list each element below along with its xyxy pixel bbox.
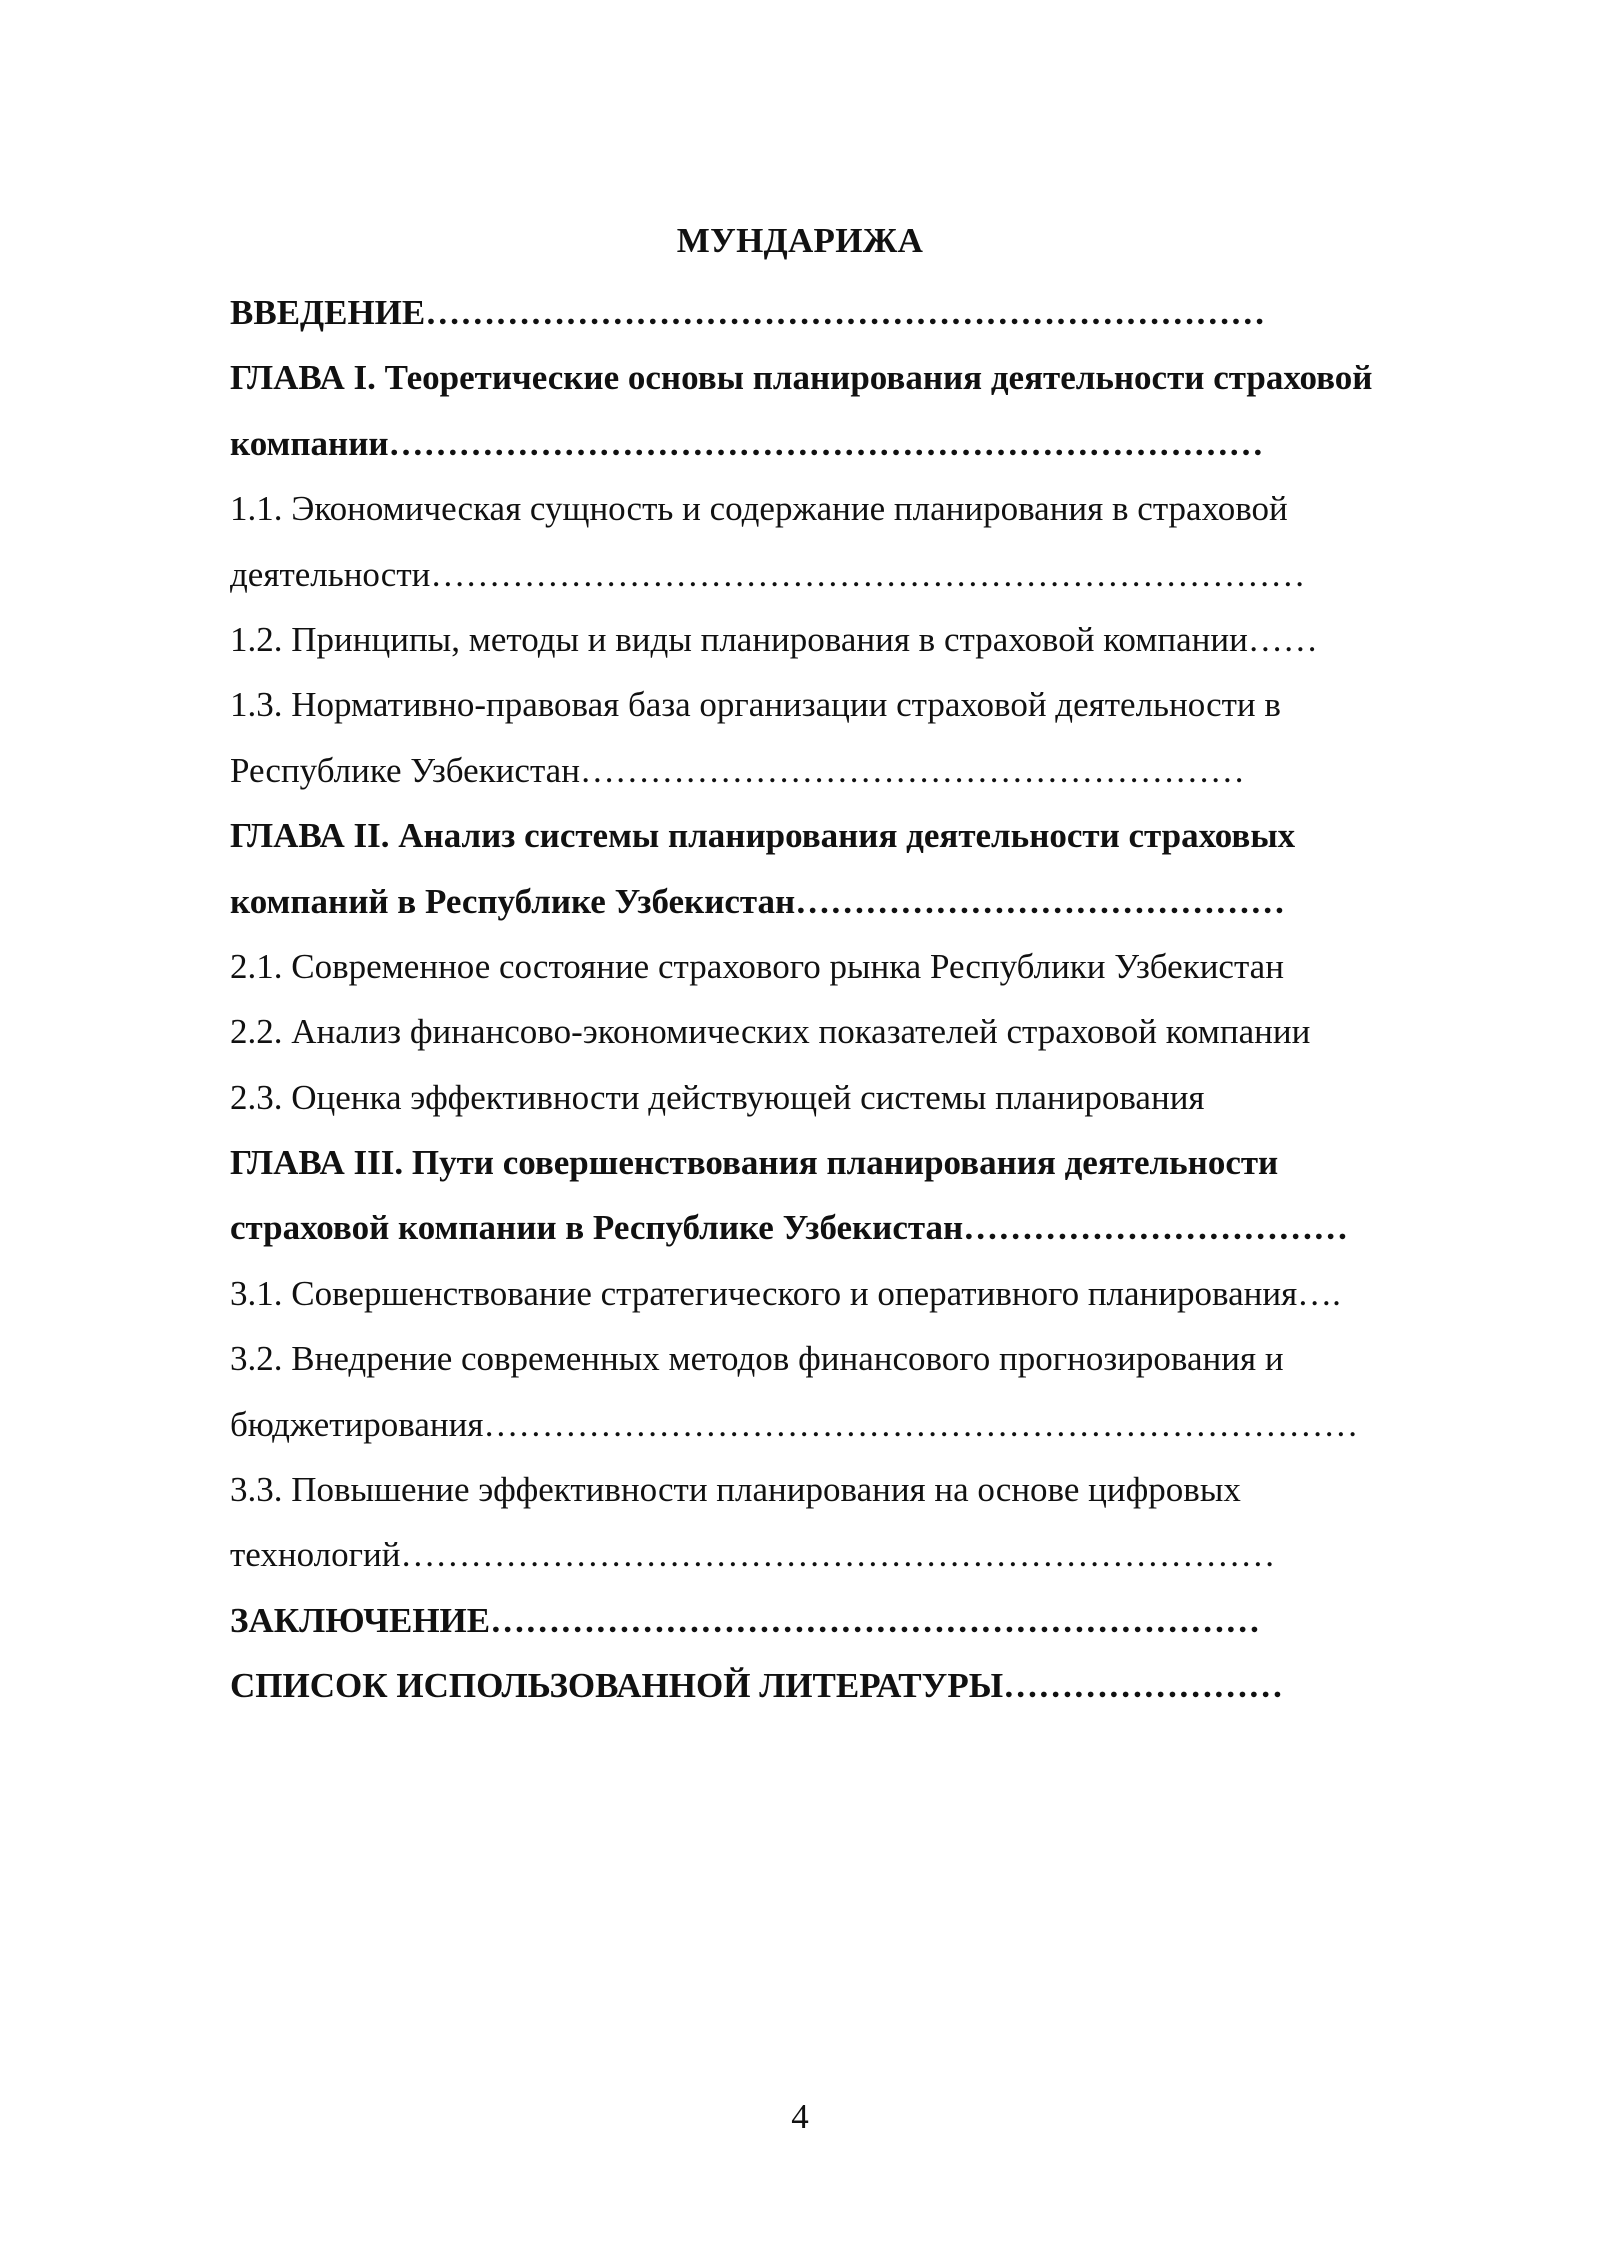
toc-title: МУНДАРИЖА [676, 221, 924, 260]
toc-line: ЗАКЛЮЧЕНИЕ………………………………………………………… [230, 1600, 1261, 1640]
toc-line: технологий………………………………………………………………… [230, 1535, 1276, 1575]
toc-line: бюджетирования………………………………………………………………… [230, 1404, 1359, 1444]
toc-line: 2.3. Оценка эффективности действующей системы планирования [230, 1077, 1205, 1117]
toc-line: 1.1. Экономическая сущность и содержание планирования в страховой [230, 489, 1288, 529]
table-of-contents [230, 280, 1530, 1719]
toc-line: СПИСОК ИСПОЛЬЗОВАННОЙ ЛИТЕРАТУРЫ…………………… [230, 1666, 1284, 1706]
toc-line: 3.1. Совершенствование стратегического и оперативного планирования…. [230, 1273, 1341, 1313]
toc-line: 3.3. Повышение эффективности планирования на основе цифровых [230, 1470, 1241, 1510]
toc-line: ГЛАВА III. Пути совершенствования планирования деятельности [230, 1143, 1279, 1183]
page-number: 4 [791, 2097, 809, 2136]
toc-line: 1.2. Принципы, методы и виды планирования в страховой компании…… [230, 619, 1318, 659]
toc-line: компаний в Республике Узбекистан…………………………………… [230, 881, 1286, 921]
toc-line: ВВЕДЕНИЕ……………………………………………………………… [230, 293, 1266, 332]
toc-line: 2.1. Современное состояние страхового рынка Республики Узбекистан [230, 946, 1284, 986]
toc-line: страховой компании в Республике Узбекистан…………………………… [230, 1208, 1349, 1248]
toc-line: деятельности………………………………………………………………… [230, 554, 1306, 594]
toc-line: 3.2. Внедрение современных методов финансового прогнозирования и [230, 1339, 1284, 1379]
toc-line: ГЛАВА I. Теоретические основы планирования деятельности страховой [230, 358, 1373, 398]
toc-line: 1.3. Нормативно-правовая база организации страховой деятельности в [230, 685, 1281, 725]
toc-line: 2.2. Анализ финансово-экономических показателей страховой компании [230, 1012, 1311, 1052]
toc-line: Республике Узбекистан………………………………………………… [230, 750, 1245, 790]
toc-line: ГЛАВА II. Анализ системы планирования деятельности страховых [230, 816, 1296, 856]
toc-line: компании………………………………………………………………… [230, 423, 1264, 463]
